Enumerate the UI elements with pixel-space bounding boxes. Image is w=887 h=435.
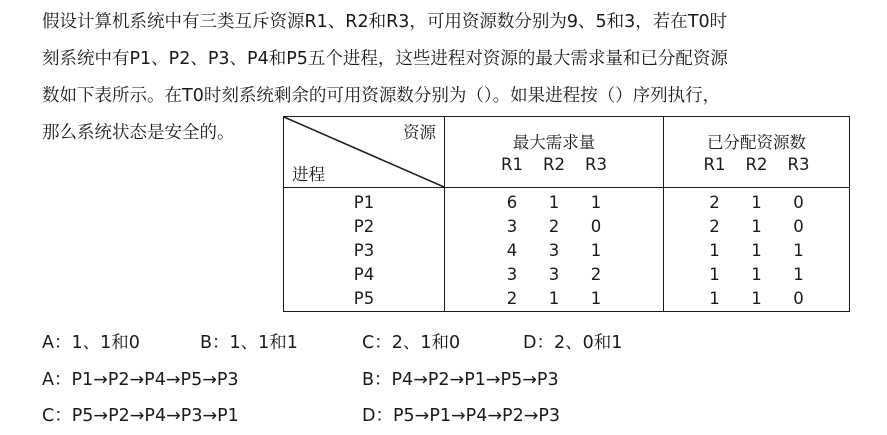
- cell: 6: [506, 193, 518, 212]
- cell: 3: [506, 217, 518, 236]
- process-list: [284, 188, 445, 312]
- process-label: P5: [353, 289, 375, 308]
- process-label: P2: [353, 217, 375, 236]
- col-r2: R2: [745, 155, 768, 174]
- cell: 2: [590, 265, 602, 284]
- max-demand-values: [445, 188, 664, 312]
- cell: 3: [548, 265, 560, 284]
- table-row: [664, 191, 849, 215]
- cell: 1: [709, 241, 720, 260]
- col-r3: R3: [787, 155, 810, 174]
- option-q2-b: B：P4→P2→P1→P5→P3: [362, 370, 559, 390]
- max-demand-title: 最大需求量: [512, 133, 596, 152]
- cell: 0: [590, 217, 602, 236]
- table-row: [445, 239, 663, 263]
- process-label: P4: [353, 265, 375, 284]
- process-label: P1: [353, 193, 375, 212]
- cell: 2: [548, 217, 560, 236]
- table-row: [664, 287, 849, 311]
- cell: 3: [548, 241, 560, 260]
- table-row: [664, 263, 849, 287]
- resource-table: [283, 116, 850, 312]
- question-line: 假设计算机系统中有三类互斥资源R1、R2和R3，可用资源数分别为9、5和3，若在T0时: [42, 12, 728, 32]
- col-r3: R3: [585, 155, 607, 174]
- cell: 0: [793, 289, 804, 308]
- cell: 1: [793, 241, 804, 260]
- option-q1-b: B：1、1和1: [200, 333, 298, 353]
- process-label: P3: [353, 241, 375, 260]
- cell: 4: [506, 241, 518, 260]
- cell: 1: [751, 193, 762, 212]
- cell: 1: [751, 217, 762, 236]
- cell: 1: [793, 265, 804, 284]
- question-line: 刻系统中有P1、P2、P3、P4和P5五个进程，这些进程对资源的最大需求量和已分配资源: [42, 49, 728, 69]
- resource-header: 资源: [403, 123, 436, 142]
- col-r1: R1: [501, 155, 523, 174]
- cell: 0: [793, 193, 804, 212]
- max-demand-header: [445, 117, 664, 188]
- question-line: 数如下表所示。在T0时刻系统剩余的可用资源数分别为（）。如果进程按（）序列执行，: [42, 86, 721, 106]
- cell: 1: [548, 193, 560, 212]
- cell: 3: [506, 265, 518, 284]
- cell: 1: [751, 289, 762, 308]
- option-q2-c: C：P5→P2→P4→P3→P1: [42, 406, 239, 426]
- cell: 1: [709, 265, 720, 284]
- cell: 1: [590, 241, 602, 260]
- cell: 1: [590, 193, 602, 212]
- cell: 1: [548, 289, 560, 308]
- col-r2: R2: [543, 155, 565, 174]
- cell: 0: [793, 217, 804, 236]
- table-row: [445, 215, 663, 239]
- cell: 1: [751, 265, 762, 284]
- question-line: 那么系统状态是安全的。: [42, 123, 235, 143]
- table-row: [664, 215, 849, 239]
- allocated-header: [664, 117, 850, 188]
- option-q1-d: D：2、0和1: [523, 333, 623, 353]
- table-row: [445, 191, 663, 215]
- option-q2-d: D：P5→P1→P4→P2→P3: [362, 406, 561, 426]
- option-q1-c: C：2、1和0: [362, 333, 461, 353]
- cell: 2: [709, 217, 720, 236]
- allocated-values: [664, 188, 850, 312]
- table-row: [445, 287, 663, 311]
- process-header: 进程: [292, 165, 325, 184]
- table-row: [445, 263, 663, 287]
- table-row: [664, 239, 849, 263]
- option-q1-a: A：1、1和0: [42, 333, 140, 353]
- cell: 1: [751, 241, 762, 260]
- cell: 2: [709, 193, 720, 212]
- cell: 2: [506, 289, 518, 308]
- table-corner-header: [284, 117, 445, 188]
- cell: 1: [709, 289, 720, 308]
- col-r1: R1: [703, 155, 726, 174]
- cell: 1: [590, 289, 602, 308]
- option-q2-a: A：P1→P2→P4→P5→P3: [42, 370, 239, 390]
- allocated-title: 已分配资源数: [707, 133, 806, 152]
